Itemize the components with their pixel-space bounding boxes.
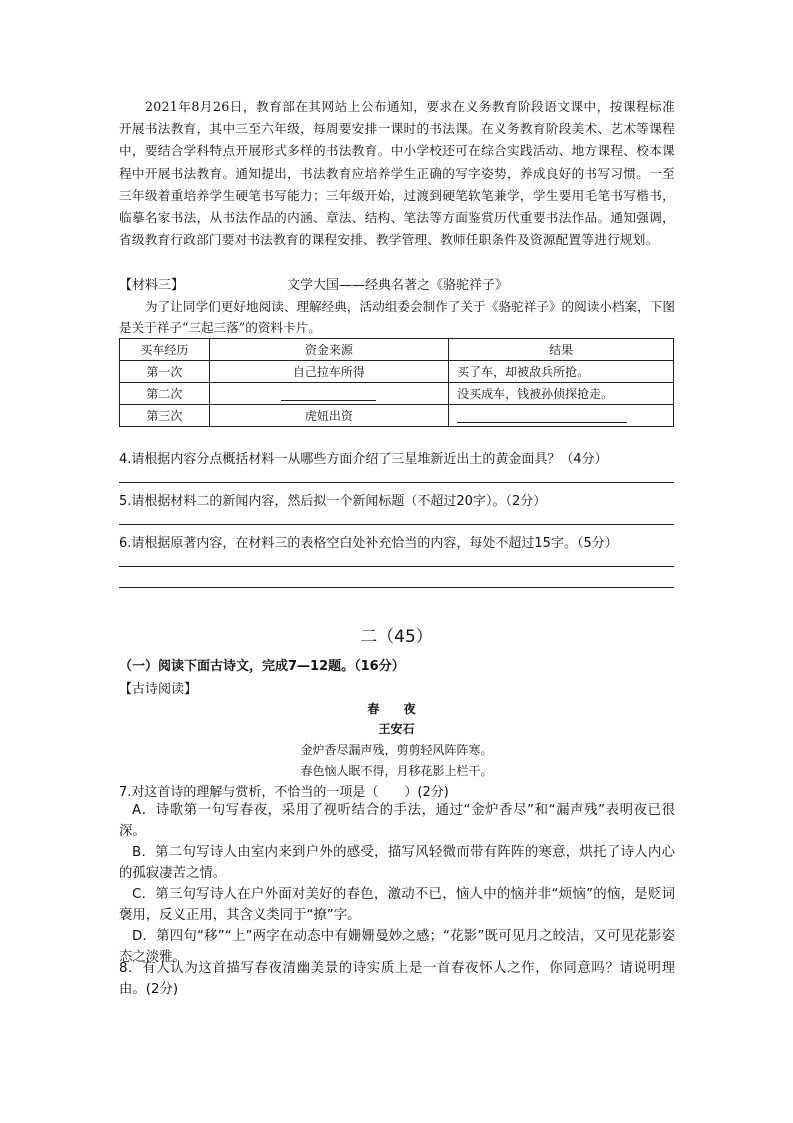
option-d[interactable]: D．第四句“移”“上”两字在动态中有姗姗曼妙之感；“花影”既可见月之皎洁，又可见花影姿态之淡雅。	[119, 929, 675, 965]
answer-line[interactable]	[119, 482, 674, 483]
material3-title: 文学大国——经典名著之《骆驼祥子》	[287, 278, 509, 293]
fill-in-blank[interactable]	[281, 388, 376, 401]
table-cell: 虎妞出资	[209, 405, 448, 427]
material3-header	[119, 274, 675, 294]
question-6: 6.请根据原著内容，在材料三的表格空白处补充恰当的内容，每处不超过15字。（5分）	[119, 536, 618, 551]
section-heading: 二（45）	[360, 627, 433, 647]
option-c[interactable]: C．第三句写诗人在户外面对美好的春色，激动不已，恼人中的恼并非“烦恼”的恼，是贬词褒用，反义正用，其含义类同于“撩”字。	[119, 887, 675, 923]
answer-line[interactable]	[119, 566, 674, 567]
poem-line: 金炉香尽漏声残，剪剪轻风阵阵寒。	[300, 743, 493, 757]
material3-tag: 【材料三】	[119, 278, 185, 293]
poem-section-tag: 【古诗阅读】	[119, 682, 198, 697]
question-5: 5.请根据材料二的新闻内容，然后拟一个新闻标题（不超过20字）。（2分）	[119, 494, 547, 509]
option-b[interactable]: B．第二句写诗人由室内来到户外的感受，描写风轻微而带有阵阵的寒意，烘托了诗人内心的孤寂凄苦之情。	[119, 845, 675, 881]
poem-line: 春色恼人眠不得，月移花影上栏干。	[300, 764, 493, 778]
table-cell-blank	[449, 405, 674, 427]
table-cell: 第二次	[120, 383, 210, 405]
answer-line[interactable]	[119, 587, 674, 588]
table-cell: 自己拉车所得	[209, 361, 448, 383]
table-cell-blank	[209, 383, 448, 405]
table-cell: 没买成车，钱被孙侦探抢走。	[449, 383, 674, 405]
poem-title: 春 夜	[367, 702, 426, 716]
table-cell: 第一次	[120, 361, 210, 383]
table-row	[120, 405, 674, 427]
table-row	[120, 383, 674, 405]
option-a[interactable]: A．诗歌第一句写春夜，采用了视听结合的手法，通过“金炉香尽”和“漏声残”表明夜已很深。	[119, 803, 675, 839]
table-header: 资金来源	[209, 339, 448, 361]
table-cell: 买了车，却被敌兵所抢。	[449, 361, 674, 383]
answer-line[interactable]	[119, 524, 674, 525]
material3-intro: 为了让同学们更好地阅读、理解经典，活动组委会制作了关于《骆驼祥子》的阅读小档案，下图是关于祥子“三起三落”的资料卡片。	[119, 299, 675, 335]
table-row	[120, 361, 674, 383]
table-header: 买车经历	[120, 339, 210, 361]
table-header-row	[120, 339, 674, 361]
material2-paragraph: 2021年8月26日，教育部在其网站上公布通知，要求在义务教育阶段语文课中，按课程标准开展书法教育，其中三至六年级，每周要安排一课时的书法课。在义务教育阶段美术、艺术等课程中，要结合学科特点开展形式多样的书法教育。中小学校还可在综合实践活动、地方课程、校本课程中开展书法教育。通知提出，书法教育应培养学生正确的写字姿势，养成良好的书写习惯。一至三年级着重培养学生硬笔书写能力；三年级开始，过渡到硬笔软笔兼学，学生要用毛笔书写楷书，临摹名家书法，从书法作品的内涵、章法、结构、笔法等方面鉴赏历代重要书法作品。通知强调，省级教育行政部门要对书法教育的课程安排、教学管理、教师任职条件及资源配置等进行规划。	[119, 99, 675, 248]
poem-author: 王安石	[378, 722, 415, 736]
table-cell: 第三次	[120, 405, 210, 427]
question-8: 8．有人认为这首描写春夜清幽美景的诗实质上是一首春夜怀人之作，你同意吗？请说明理由。(2分)	[119, 961, 675, 997]
table-header: 结果	[449, 339, 674, 361]
question-4: 4.请根据内容分点概括材料一从哪些方面介绍了三星堆新近出土的黄金面具？（4分）	[119, 452, 608, 467]
question-7: 7.对这首诗的理解与赏析，不恰当的一项是（ ）(2分)	[119, 785, 449, 800]
fill-in-blank[interactable]	[457, 410, 627, 423]
section-subheading: （一）阅读下面古诗文，完成7—12题。（16分）	[119, 659, 405, 674]
resource-card-table	[119, 338, 674, 427]
